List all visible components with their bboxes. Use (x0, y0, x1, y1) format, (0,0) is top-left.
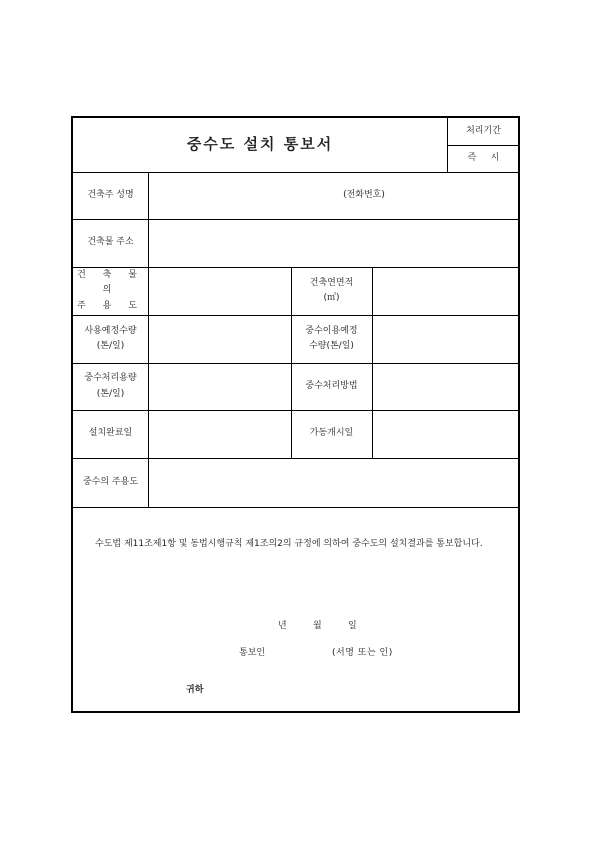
building-address-field[interactable] (148, 219, 520, 267)
main-use-field[interactable] (148, 458, 520, 507)
floor-area-field[interactable] (372, 267, 520, 315)
treatment-capacity-field[interactable] (148, 363, 291, 410)
reuse-amount-label (291, 315, 372, 363)
treatment-capacity-label (73, 363, 148, 410)
recipient-field[interactable] (93, 678, 181, 696)
treatment-capacity-label-line2: (톤/일) (96, 388, 125, 399)
date-month: 월 (313, 621, 322, 631)
building-use-label (73, 267, 148, 315)
processing-period-value: 즉 시 (467, 152, 500, 163)
expected-usage-label-line1: 사용예정수량 (84, 325, 137, 336)
install-date-field[interactable] (148, 410, 291, 458)
treatment-capacity-label-line1: 중수처리용량 (84, 373, 137, 384)
owner-name-label: 건축주 성명 (87, 189, 134, 200)
treatment-method-field[interactable] (372, 363, 520, 410)
phone-number-hint: (전화번호) (343, 189, 385, 200)
notification-form (71, 116, 520, 713)
building-use-label-line1: 건 축 물 의 (77, 270, 144, 296)
expected-usage-label (73, 315, 148, 363)
signature-field[interactable] (269, 641, 329, 659)
expected-usage-label-line2: (톤/일) (96, 341, 125, 351)
install-date-label: 설치완료일 (88, 428, 133, 439)
reuse-amount-label-line1: 중수이용예정 (305, 325, 358, 336)
processing-period-label: 처리기간 (466, 125, 501, 136)
operation-start-label: 가동개시일 (309, 428, 354, 439)
reuse-amount-field[interactable] (372, 315, 520, 363)
expected-usage-field[interactable] (148, 315, 291, 363)
building-use-field[interactable] (148, 267, 291, 315)
owner-name-field[interactable] (148, 172, 520, 219)
signature-hint: (서명 또는 인) (332, 648, 393, 658)
recipient-suffix: 귀하 (186, 685, 204, 695)
floor-area-label-line2: (㎡) (323, 293, 340, 303)
building-address-label: 건축물 주소 (87, 237, 134, 248)
reuse-amount-label-line2: 수량(톤/일) (309, 341, 354, 351)
floor-area-label (291, 267, 372, 315)
treatment-method-label: 중수처리방법 (305, 380, 358, 391)
main-use-label: 중수의 주용도 (82, 476, 139, 487)
notifier-label: 통보인 (239, 648, 266, 658)
floor-area-label-line1: 건축연면적 (309, 277, 354, 288)
date-year: 년 (278, 621, 287, 631)
form-title: 중수도 설치 통보서 (186, 135, 334, 154)
date-day: 일 (348, 621, 357, 631)
statement-text: 수도법 제11조제1항 및 동법시행규칙 제1조의2의 규정에 의하여 중수도의 설치결과를 통보합니다. (95, 539, 483, 549)
building-use-label-line2: 주 용 도 (77, 300, 144, 311)
operation-start-field[interactable] (372, 410, 520, 458)
